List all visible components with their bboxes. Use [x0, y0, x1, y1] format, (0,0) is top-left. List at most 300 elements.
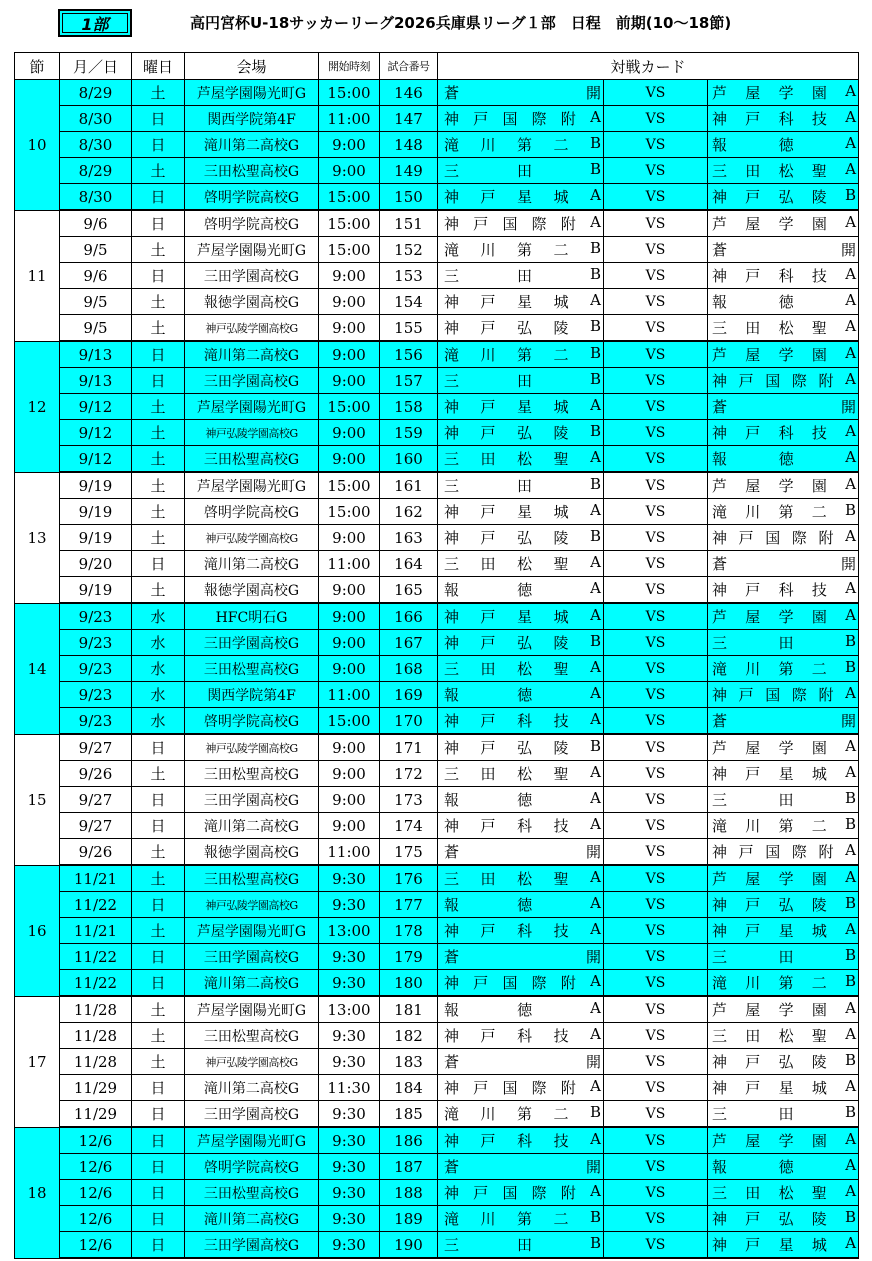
weekday-cell: 日 — [132, 184, 185, 211]
round-number: 13 — [15, 472, 60, 603]
vs-label: VS — [604, 106, 708, 132]
away-team-cell — [708, 1127, 859, 1154]
date-cell: 9/19 — [60, 499, 132, 525]
venue-cell: 芦屋学園陽光町G — [185, 1127, 319, 1154]
venue-cell: 関西学院第4F — [185, 682, 319, 708]
time-cell: 9:00 — [319, 420, 380, 446]
venue-cell: 滝川第二高校G — [185, 1075, 319, 1101]
team-name: 神 戸 星 城 A — [712, 1077, 857, 1097]
team-name: 神 戸 星 城 A — [444, 396, 601, 416]
vs-label: VS — [604, 472, 708, 499]
away-team-cell — [708, 813, 859, 839]
vs-label: VS — [604, 996, 708, 1023]
date-cell: 9/5 — [60, 237, 132, 263]
table-row — [15, 603, 859, 630]
team-name: 報 徳 A — [444, 999, 601, 1019]
time-cell: 15:00 — [319, 237, 380, 263]
match-number-cell: 186 — [380, 1127, 438, 1154]
venue-cell: HFC明石G — [185, 603, 319, 630]
vs-label: VS — [604, 341, 708, 368]
team-name: 神 戸 国 際 附 A — [712, 841, 856, 861]
team-name: 滝 川 第 二 B — [444, 239, 601, 259]
home-team-cell — [438, 970, 604, 997]
home-team-cell — [438, 525, 604, 551]
round-number: 12 — [15, 341, 60, 472]
time-cell: 9:30 — [319, 970, 380, 997]
venue-cell: 三田学園高校G — [185, 944, 319, 970]
table-row — [15, 682, 859, 708]
table-row — [15, 813, 859, 839]
table-row — [15, 237, 859, 263]
weekday-cell: 土 — [132, 865, 185, 892]
venue-cell: 三田学園高校G — [185, 368, 319, 394]
team-name: 報 徳 A — [712, 291, 857, 311]
vs-label: VS — [604, 865, 708, 892]
round-number: 16 — [15, 865, 60, 996]
vs-label: VS — [604, 1101, 708, 1128]
page-title: 高円宮杯U-18サッカーリーグ2026兵庫県リーグ１部 日程 前期(10〜18節) — [190, 14, 732, 32]
team-name: 三 田 松 聖 A — [444, 658, 601, 678]
time-cell: 9:00 — [319, 577, 380, 604]
away-team-cell — [708, 1154, 859, 1180]
away-team-cell — [708, 158, 859, 184]
team-name: 神 戸 星 城 A — [712, 1234, 857, 1254]
team-name: 神 戸 星 城 A — [712, 763, 857, 783]
vs-label: VS — [604, 132, 708, 158]
team-name: 神 戸 弘 陵 B — [712, 894, 857, 914]
date-cell: 9/5 — [60, 289, 132, 315]
team-name: 神 戸 星 城 A — [444, 291, 601, 311]
team-name: 神 戸 科 技 A — [444, 1025, 601, 1045]
vs-label: VS — [604, 237, 708, 263]
match-number-cell: 190 — [380, 1232, 438, 1259]
time-cell: 9:00 — [319, 813, 380, 839]
team-name: 神 戸 星 城 A — [444, 186, 601, 206]
table-row — [15, 1232, 859, 1259]
away-team-cell — [708, 577, 859, 604]
round-number: 11 — [15, 210, 60, 341]
match-number-cell: 148 — [380, 132, 438, 158]
venue-cell: 滝川第二高校G — [185, 813, 319, 839]
match-number-cell: 170 — [380, 708, 438, 735]
date-cell: 11/29 — [60, 1075, 132, 1101]
home-team-cell — [438, 341, 604, 368]
team-name: 三 田 B — [444, 160, 601, 180]
vs-label: VS — [604, 263, 708, 289]
venue-cell: 神戸弘陵学園高校G — [185, 315, 319, 342]
date-cell: 11/22 — [60, 944, 132, 970]
time-cell: 9:30 — [319, 1049, 380, 1075]
table-row — [15, 1154, 859, 1180]
vs-label: VS — [604, 1049, 708, 1075]
table-row — [15, 158, 859, 184]
time-cell: 9:00 — [319, 132, 380, 158]
match-number-cell: 185 — [380, 1101, 438, 1128]
home-team-cell — [438, 865, 604, 892]
date-cell: 9/27 — [60, 813, 132, 839]
time-cell: 9:00 — [319, 787, 380, 813]
match-number-cell: 161 — [380, 472, 438, 499]
home-team-cell — [438, 158, 604, 184]
team-name: 神 戸 国 際 附 A — [712, 527, 856, 547]
team-name: 神 戸 弘 陵 B — [444, 527, 601, 547]
time-cell: 15:00 — [319, 499, 380, 525]
time-cell: 15:00 — [319, 708, 380, 735]
round-number: 17 — [15, 996, 60, 1127]
home-team-cell — [438, 630, 604, 656]
team-name: 神 戸 弘 陵 B — [712, 186, 857, 206]
match-number-cell: 160 — [380, 446, 438, 473]
away-team-cell — [708, 551, 859, 577]
date-cell: 9/19 — [60, 472, 132, 499]
match-number-cell: 171 — [380, 734, 438, 761]
weekday-cell: 日 — [132, 970, 185, 997]
away-team-cell — [708, 106, 859, 132]
table-row — [15, 1023, 859, 1049]
venue-cell: 神戸弘陵学園高校G — [185, 892, 319, 918]
date-cell: 11/22 — [60, 892, 132, 918]
header-date: 月／日 — [60, 53, 132, 80]
date-cell: 8/29 — [60, 80, 132, 106]
team-name: 神 戸 科 技 A — [712, 422, 857, 442]
time-cell: 11:00 — [319, 551, 380, 577]
team-name: 報 徳 A — [444, 789, 601, 809]
match-number-cell: 182 — [380, 1023, 438, 1049]
time-cell: 9:00 — [319, 656, 380, 682]
vs-label: VS — [604, 630, 708, 656]
time-cell: 9:30 — [319, 1180, 380, 1206]
match-number-cell: 154 — [380, 289, 438, 315]
table-row — [15, 656, 859, 682]
header-start-time: 開始時刻 — [319, 53, 380, 80]
team-name: 神 戸 星 城 A — [444, 501, 601, 521]
away-team-cell — [708, 1180, 859, 1206]
away-team-cell — [708, 1049, 859, 1075]
schedule-body — [15, 80, 859, 1259]
time-cell: 9:00 — [319, 341, 380, 368]
home-team-cell — [438, 237, 604, 263]
home-team-cell — [438, 1127, 604, 1154]
match-number-cell: 155 — [380, 315, 438, 342]
match-number-cell: 158 — [380, 394, 438, 420]
division-badge — [58, 9, 132, 37]
weekday-cell: 日 — [132, 1180, 185, 1206]
home-team-cell — [438, 996, 604, 1023]
home-team-cell — [438, 472, 604, 499]
date-cell: 9/19 — [60, 577, 132, 604]
team-name: 三 田 B — [712, 946, 857, 966]
team-name: 三 田 松 聖 A — [444, 553, 601, 573]
weekday-cell: 日 — [132, 132, 185, 158]
venue-cell: 三田学園高校G — [185, 1232, 319, 1259]
match-number-cell: 178 — [380, 918, 438, 944]
match-number-cell: 146 — [380, 80, 438, 106]
weekday-cell: 日 — [132, 1206, 185, 1232]
away-team-cell — [708, 1075, 859, 1101]
venue-cell: 三田松聖高校G — [185, 1180, 319, 1206]
weekday-cell: 水 — [132, 708, 185, 735]
away-team-cell — [708, 865, 859, 892]
team-name: 芦 屋 学 園 A — [712, 999, 857, 1019]
team-name: 滝 川 第 二 B — [712, 658, 857, 678]
weekday-cell: 土 — [132, 918, 185, 944]
table-row — [15, 394, 859, 420]
table-row — [15, 1101, 859, 1128]
table-row — [15, 341, 859, 368]
home-team-cell — [438, 1154, 604, 1180]
team-name: 蒼 開 — [444, 84, 601, 102]
time-cell: 9:30 — [319, 1206, 380, 1232]
date-cell: 12/6 — [60, 1180, 132, 1206]
weekday-cell: 土 — [132, 80, 185, 106]
date-cell: 8/30 — [60, 106, 132, 132]
table-row — [15, 787, 859, 813]
home-team-cell — [438, 577, 604, 604]
match-number-cell: 172 — [380, 761, 438, 787]
time-cell: 9:00 — [319, 761, 380, 787]
vs-label: VS — [604, 394, 708, 420]
header-section: 節 — [15, 53, 60, 80]
date-cell: 11/22 — [60, 970, 132, 997]
team-name: 神 戸 科 技 A — [444, 1130, 601, 1150]
home-team-cell — [438, 656, 604, 682]
time-cell: 15:00 — [319, 394, 380, 420]
weekday-cell: 日 — [132, 551, 185, 577]
away-team-cell — [708, 1232, 859, 1259]
venue-cell: 滝川第二高校G — [185, 132, 319, 158]
match-number-cell: 189 — [380, 1206, 438, 1232]
header-match-number: 試合番号 — [380, 53, 438, 80]
vs-label: VS — [604, 184, 708, 211]
table-row — [15, 1049, 859, 1075]
venue-cell: 啓明学院高校G — [185, 499, 319, 525]
weekday-cell: 日 — [132, 944, 185, 970]
time-cell: 9:30 — [319, 1101, 380, 1128]
team-name: 滝 川 第 二 B — [712, 501, 857, 521]
team-name: 蒼 開 — [712, 398, 857, 416]
match-number-cell: 147 — [380, 106, 438, 132]
division-badge-label: 1部 — [62, 13, 128, 33]
table-row — [15, 865, 859, 892]
team-name: 三 田 B — [712, 1103, 857, 1123]
table-row — [15, 446, 859, 473]
team-name: 三 田 B — [444, 1234, 601, 1254]
match-number-cell: 177 — [380, 892, 438, 918]
home-team-cell — [438, 839, 604, 866]
vs-label: VS — [604, 1075, 708, 1101]
table-row — [15, 1180, 859, 1206]
date-cell: 12/6 — [60, 1232, 132, 1259]
weekday-cell: 日 — [132, 368, 185, 394]
home-team-cell — [438, 499, 604, 525]
vs-label: VS — [604, 80, 708, 106]
weekday-cell: 日 — [132, 1075, 185, 1101]
vs-label: VS — [604, 420, 708, 446]
weekday-cell: 土 — [132, 525, 185, 551]
table-row — [15, 892, 859, 918]
away-team-cell — [708, 263, 859, 289]
team-name: 報 徳 A — [712, 448, 857, 468]
team-name: 神 戸 弘 陵 B — [444, 317, 601, 337]
away-team-cell — [708, 1023, 859, 1049]
weekday-cell: 日 — [132, 787, 185, 813]
team-name: 神 戸 科 技 A — [444, 710, 601, 730]
match-number-cell: 183 — [380, 1049, 438, 1075]
team-name: 芦 屋 学 園 A — [712, 475, 857, 495]
venue-cell: 芦屋学園陽光町G — [185, 394, 319, 420]
time-cell: 9:30 — [319, 1023, 380, 1049]
home-team-cell — [438, 787, 604, 813]
vs-label: VS — [604, 839, 708, 866]
home-team-cell — [438, 368, 604, 394]
home-team-cell — [438, 132, 604, 158]
table-row — [15, 1206, 859, 1232]
match-number-cell: 167 — [380, 630, 438, 656]
weekday-cell: 土 — [132, 996, 185, 1023]
venue-cell: 啓明学院高校G — [185, 184, 319, 211]
venue-cell: 三田学園高校G — [185, 630, 319, 656]
team-name: 芦 屋 学 園 A — [712, 344, 857, 364]
away-team-cell — [708, 944, 859, 970]
venue-cell: 報徳学園高校G — [185, 289, 319, 315]
time-cell: 11:00 — [319, 682, 380, 708]
team-name: 滝 川 第 二 B — [444, 1103, 601, 1123]
venue-cell: 三田松聖高校G — [185, 446, 319, 473]
team-name: 蒼 開 — [444, 1158, 601, 1176]
team-name: 芦 屋 学 園 A — [712, 737, 857, 757]
venue-cell: 三田学園高校G — [185, 263, 319, 289]
time-cell: 11:00 — [319, 106, 380, 132]
team-name: 滝 川 第 二 B — [712, 972, 857, 992]
team-name: 滝 川 第 二 B — [712, 815, 857, 835]
date-cell: 9/27 — [60, 787, 132, 813]
home-team-cell — [438, 106, 604, 132]
date-cell: 11/28 — [60, 996, 132, 1023]
away-team-cell — [708, 420, 859, 446]
team-name: 蒼 開 — [444, 1053, 601, 1071]
time-cell: 11:00 — [319, 839, 380, 866]
vs-label: VS — [604, 1206, 708, 1232]
vs-label: VS — [604, 656, 708, 682]
time-cell: 9:00 — [319, 603, 380, 630]
away-team-cell — [708, 184, 859, 211]
header-weekday: 曜日 — [132, 53, 185, 80]
weekday-cell: 日 — [132, 813, 185, 839]
weekday-cell: 土 — [132, 1049, 185, 1075]
home-team-cell — [438, 1180, 604, 1206]
home-team-cell — [438, 210, 604, 237]
away-team-cell — [708, 708, 859, 735]
match-number-cell: 164 — [380, 551, 438, 577]
vs-label: VS — [604, 918, 708, 944]
date-cell: 9/6 — [60, 210, 132, 237]
weekday-cell: 水 — [132, 682, 185, 708]
date-cell: 12/6 — [60, 1127, 132, 1154]
table-row — [15, 708, 859, 735]
venue-cell: 神戸弘陵学園高校G — [185, 1049, 319, 1075]
vs-label: VS — [604, 892, 708, 918]
table-row — [15, 577, 859, 604]
away-team-cell — [708, 630, 859, 656]
time-cell: 15:00 — [319, 80, 380, 106]
match-number-cell: 163 — [380, 525, 438, 551]
weekday-cell: 土 — [132, 761, 185, 787]
away-team-cell — [708, 132, 859, 158]
match-number-cell: 159 — [380, 420, 438, 446]
match-number-cell: 151 — [380, 210, 438, 237]
team-name: 神 戸 科 技 A — [712, 108, 857, 128]
home-team-cell — [438, 682, 604, 708]
match-number-cell: 166 — [380, 603, 438, 630]
away-team-cell — [708, 787, 859, 813]
team-name: 神 戸 国 際 附 A — [712, 684, 856, 704]
team-name: 神 戸 弘 陵 B — [712, 1208, 857, 1228]
table-row — [15, 472, 859, 499]
team-name: 神 戸 弘 陵 B — [444, 737, 601, 757]
match-number-cell: 152 — [380, 237, 438, 263]
date-cell: 9/26 — [60, 839, 132, 866]
weekday-cell: 土 — [132, 1023, 185, 1049]
date-cell: 9/23 — [60, 682, 132, 708]
vs-label: VS — [604, 289, 708, 315]
team-name: 報 徳 A — [444, 579, 601, 599]
vs-label: VS — [604, 499, 708, 525]
match-number-cell: 175 — [380, 839, 438, 866]
team-name: 三 田 松 聖 A — [712, 160, 857, 180]
home-team-cell — [438, 813, 604, 839]
weekday-cell: 土 — [132, 158, 185, 184]
home-team-cell — [438, 1023, 604, 1049]
venue-cell: 芦屋学園陽光町G — [185, 996, 319, 1023]
match-number-cell: 173 — [380, 787, 438, 813]
time-cell: 9:00 — [319, 734, 380, 761]
team-name: 神 戸 星 城 A — [712, 920, 857, 940]
venue-cell: 神戸弘陵学園高校G — [185, 734, 319, 761]
vs-label: VS — [604, 446, 708, 473]
vs-label: VS — [604, 577, 708, 604]
home-team-cell — [438, 734, 604, 761]
home-team-cell — [438, 708, 604, 735]
time-cell: 9:30 — [319, 1232, 380, 1259]
team-name: 三 田 松 聖 A — [444, 868, 601, 888]
team-name: 滝 川 第 二 B — [444, 1208, 601, 1228]
time-cell: 9:00 — [319, 368, 380, 394]
weekday-cell: 日 — [132, 210, 185, 237]
team-name: 滝 川 第 二 B — [444, 344, 601, 364]
table-row — [15, 761, 859, 787]
time-cell: 9:00 — [319, 289, 380, 315]
away-team-cell — [708, 996, 859, 1023]
team-name: 蒼 開 — [444, 948, 601, 966]
weekday-cell: 水 — [132, 603, 185, 630]
match-number-cell: 149 — [380, 158, 438, 184]
table-row — [15, 630, 859, 656]
table-row — [15, 1075, 859, 1101]
weekday-cell: 土 — [132, 315, 185, 342]
time-cell: 13:00 — [319, 996, 380, 1023]
date-cell: 9/6 — [60, 263, 132, 289]
team-name: 三 田 松 聖 A — [712, 317, 857, 337]
weekday-cell: 土 — [132, 420, 185, 446]
table-row — [15, 1127, 859, 1154]
time-cell: 9:30 — [319, 944, 380, 970]
team-name: 神 戸 弘 陵 B — [444, 632, 601, 652]
team-name: 神 戸 国 際 附 A — [712, 370, 856, 390]
weekday-cell: 土 — [132, 394, 185, 420]
table-row — [15, 106, 859, 132]
team-name: 蒼 開 — [712, 241, 857, 259]
date-cell: 9/12 — [60, 420, 132, 446]
